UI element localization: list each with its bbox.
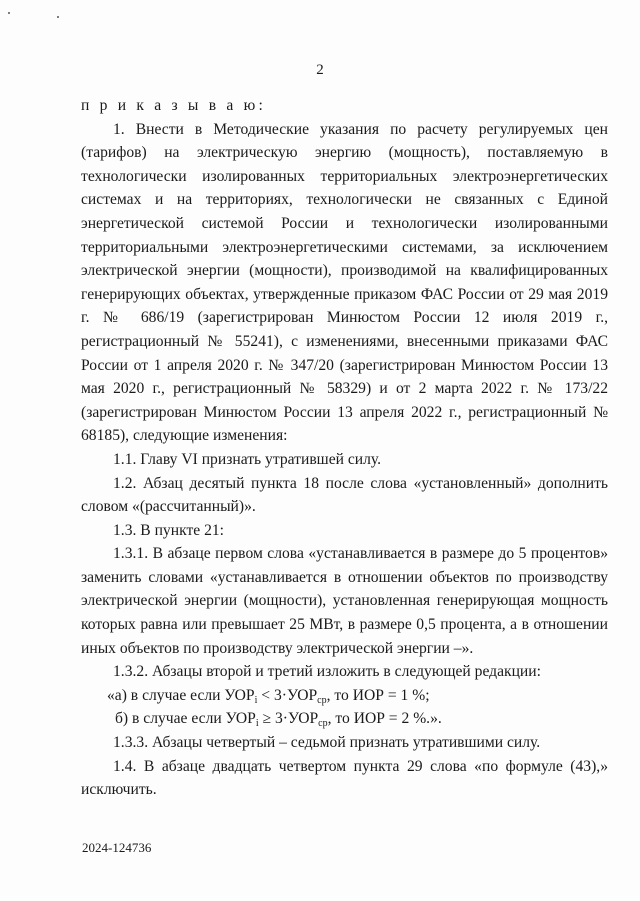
scan-speck [8, 12, 10, 14]
paragraph-1-3-1: 1.3.1. В абзаце первом слова «устанавливается в размере до 5 процентов» заменить словами «устанавливается в отношении объектов по производству электрической энергии (мощности), установленная генерирующая мощность которых равна или превышает 25 МВт, в размере 0,5 процента, а в отношении иных объектов по производству электрической энергии –». [81, 545, 608, 657]
page-number: 2 [316, 62, 324, 78]
formula-b [81, 707, 608, 731]
formula-a-suffix: , то ИОР = 1 %; [326, 686, 430, 704]
scan-speck [57, 16, 59, 18]
paragraph-1: 1. Внести в Методические указания по расчету регулируемых цен (тарифов) на электрическую энергию (мощность), поставляемую в технологически изолированных территориальных электроэнергетических системах и на территориях, технологически не связанных с Единой энергетической системой России и технологически изолированными территориальными электроэнергетическими системами, за исключением электрической энергии (мощности), производимой на квалифицированных генерирующих объектах, утвержденные приказом ФАС России от 29 мая 2019 г. № 686/19 (зарегистрирован Минюстом России 12 июля 2019 г., регистрационный № 55241), с изменениями, внесенными приказами ФАС России от 1 апреля 2020 г. № 347/20 (зарегистрирован Минюстом России 13 мая 2020 г., регистрационный № 58329) и от 2 марта 2022 г. № 173/22 (зарегистрирован Минюстом России 13 апреля 2022 г., регистрационный № 68185), следующие изменения: [81, 120, 608, 445]
paragraph-1-3: 1.3. В пункте 21: [113, 521, 225, 539]
formula-a-prefix: «а) в случае если УОР [107, 686, 255, 704]
paragraph-1-1: 1.1. Главу VI признать утратившей силу. [113, 450, 382, 468]
formula-b-sub-i: i [255, 718, 259, 730]
formula-a-sub-i: i [254, 694, 258, 706]
formula-a [81, 684, 608, 708]
formula-b-prefix: б) в случае если УОР [115, 710, 256, 728]
formula-a-operator: < 3·УОР [257, 686, 318, 704]
document-code: 2024-124736 [82, 840, 152, 855]
formula-b-suffix: , то ИОР = 2 %.». [327, 710, 442, 728]
document-body [81, 94, 608, 802]
formula-b-sub-avg: ср [318, 718, 328, 730]
paragraph-1-3-2: 1.3.2. Абзацы второй и третий изложить в следующей редакции: [113, 663, 541, 681]
paragraph-1-4: 1.4. В абзаце двадцать четвертом пункта 29 слова «по формуле (43),» исключить. [81, 757, 608, 799]
formula-a-sub-avg: ср [317, 694, 327, 706]
paragraph-1-2: 1.2. Абзац десятый пункта 18 после слова «установленный» дополнить словом «(рассчитанный)». [81, 474, 608, 516]
paragraph-1-3-3: 1.3.3. Абзацы четвертый – седьмой признать утратившими силу. [113, 734, 541, 752]
order-heading: п р и к а з ы в а ю: [81, 97, 266, 114]
formula-b-operator: ≥ 3·УОР [258, 710, 319, 728]
